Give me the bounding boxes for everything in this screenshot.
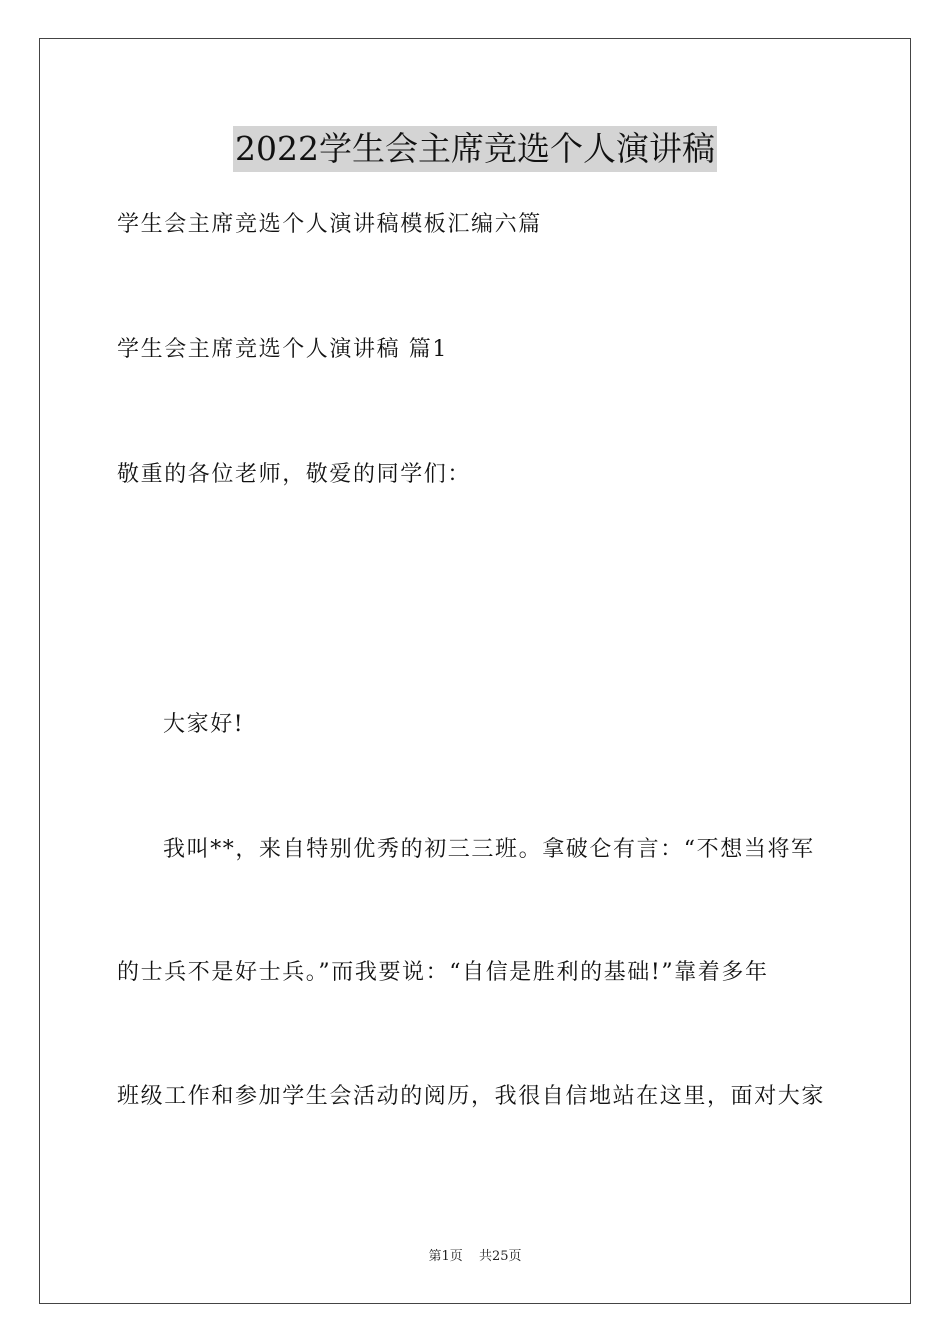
section-heading: 学生会主席竞选个人演讲稿 篇1 bbox=[117, 337, 448, 362]
page-number-current: 第1页 bbox=[428, 1249, 463, 1264]
paragraph-line: 的士兵不是好士兵。”而我要说：“自信是胜利的基础!”靠着多年 bbox=[117, 960, 769, 985]
page-number-total: 共25页 bbox=[478, 1249, 522, 1264]
salutation: 敬重的各位老师，敬爱的同学们： bbox=[117, 462, 472, 487]
paragraph-line: 大家好! bbox=[163, 712, 245, 737]
page-footer bbox=[0, 1248, 950, 1266]
title-container bbox=[0, 126, 950, 172]
paragraph-line: 班级工作和参加学生会活动的阅历，我很自信地站在这里，面对大家 bbox=[117, 1084, 826, 1109]
document-title: 2022学生会主席竞选个人演讲稿 bbox=[233, 126, 717, 172]
paragraph-line: 我叫**，来自特别优秀的初三三班。拿破仑有言：“不想当将军 bbox=[163, 837, 815, 862]
document-subtitle: 学生会主席竞选个人演讲稿模板汇编六篇 bbox=[117, 212, 542, 237]
